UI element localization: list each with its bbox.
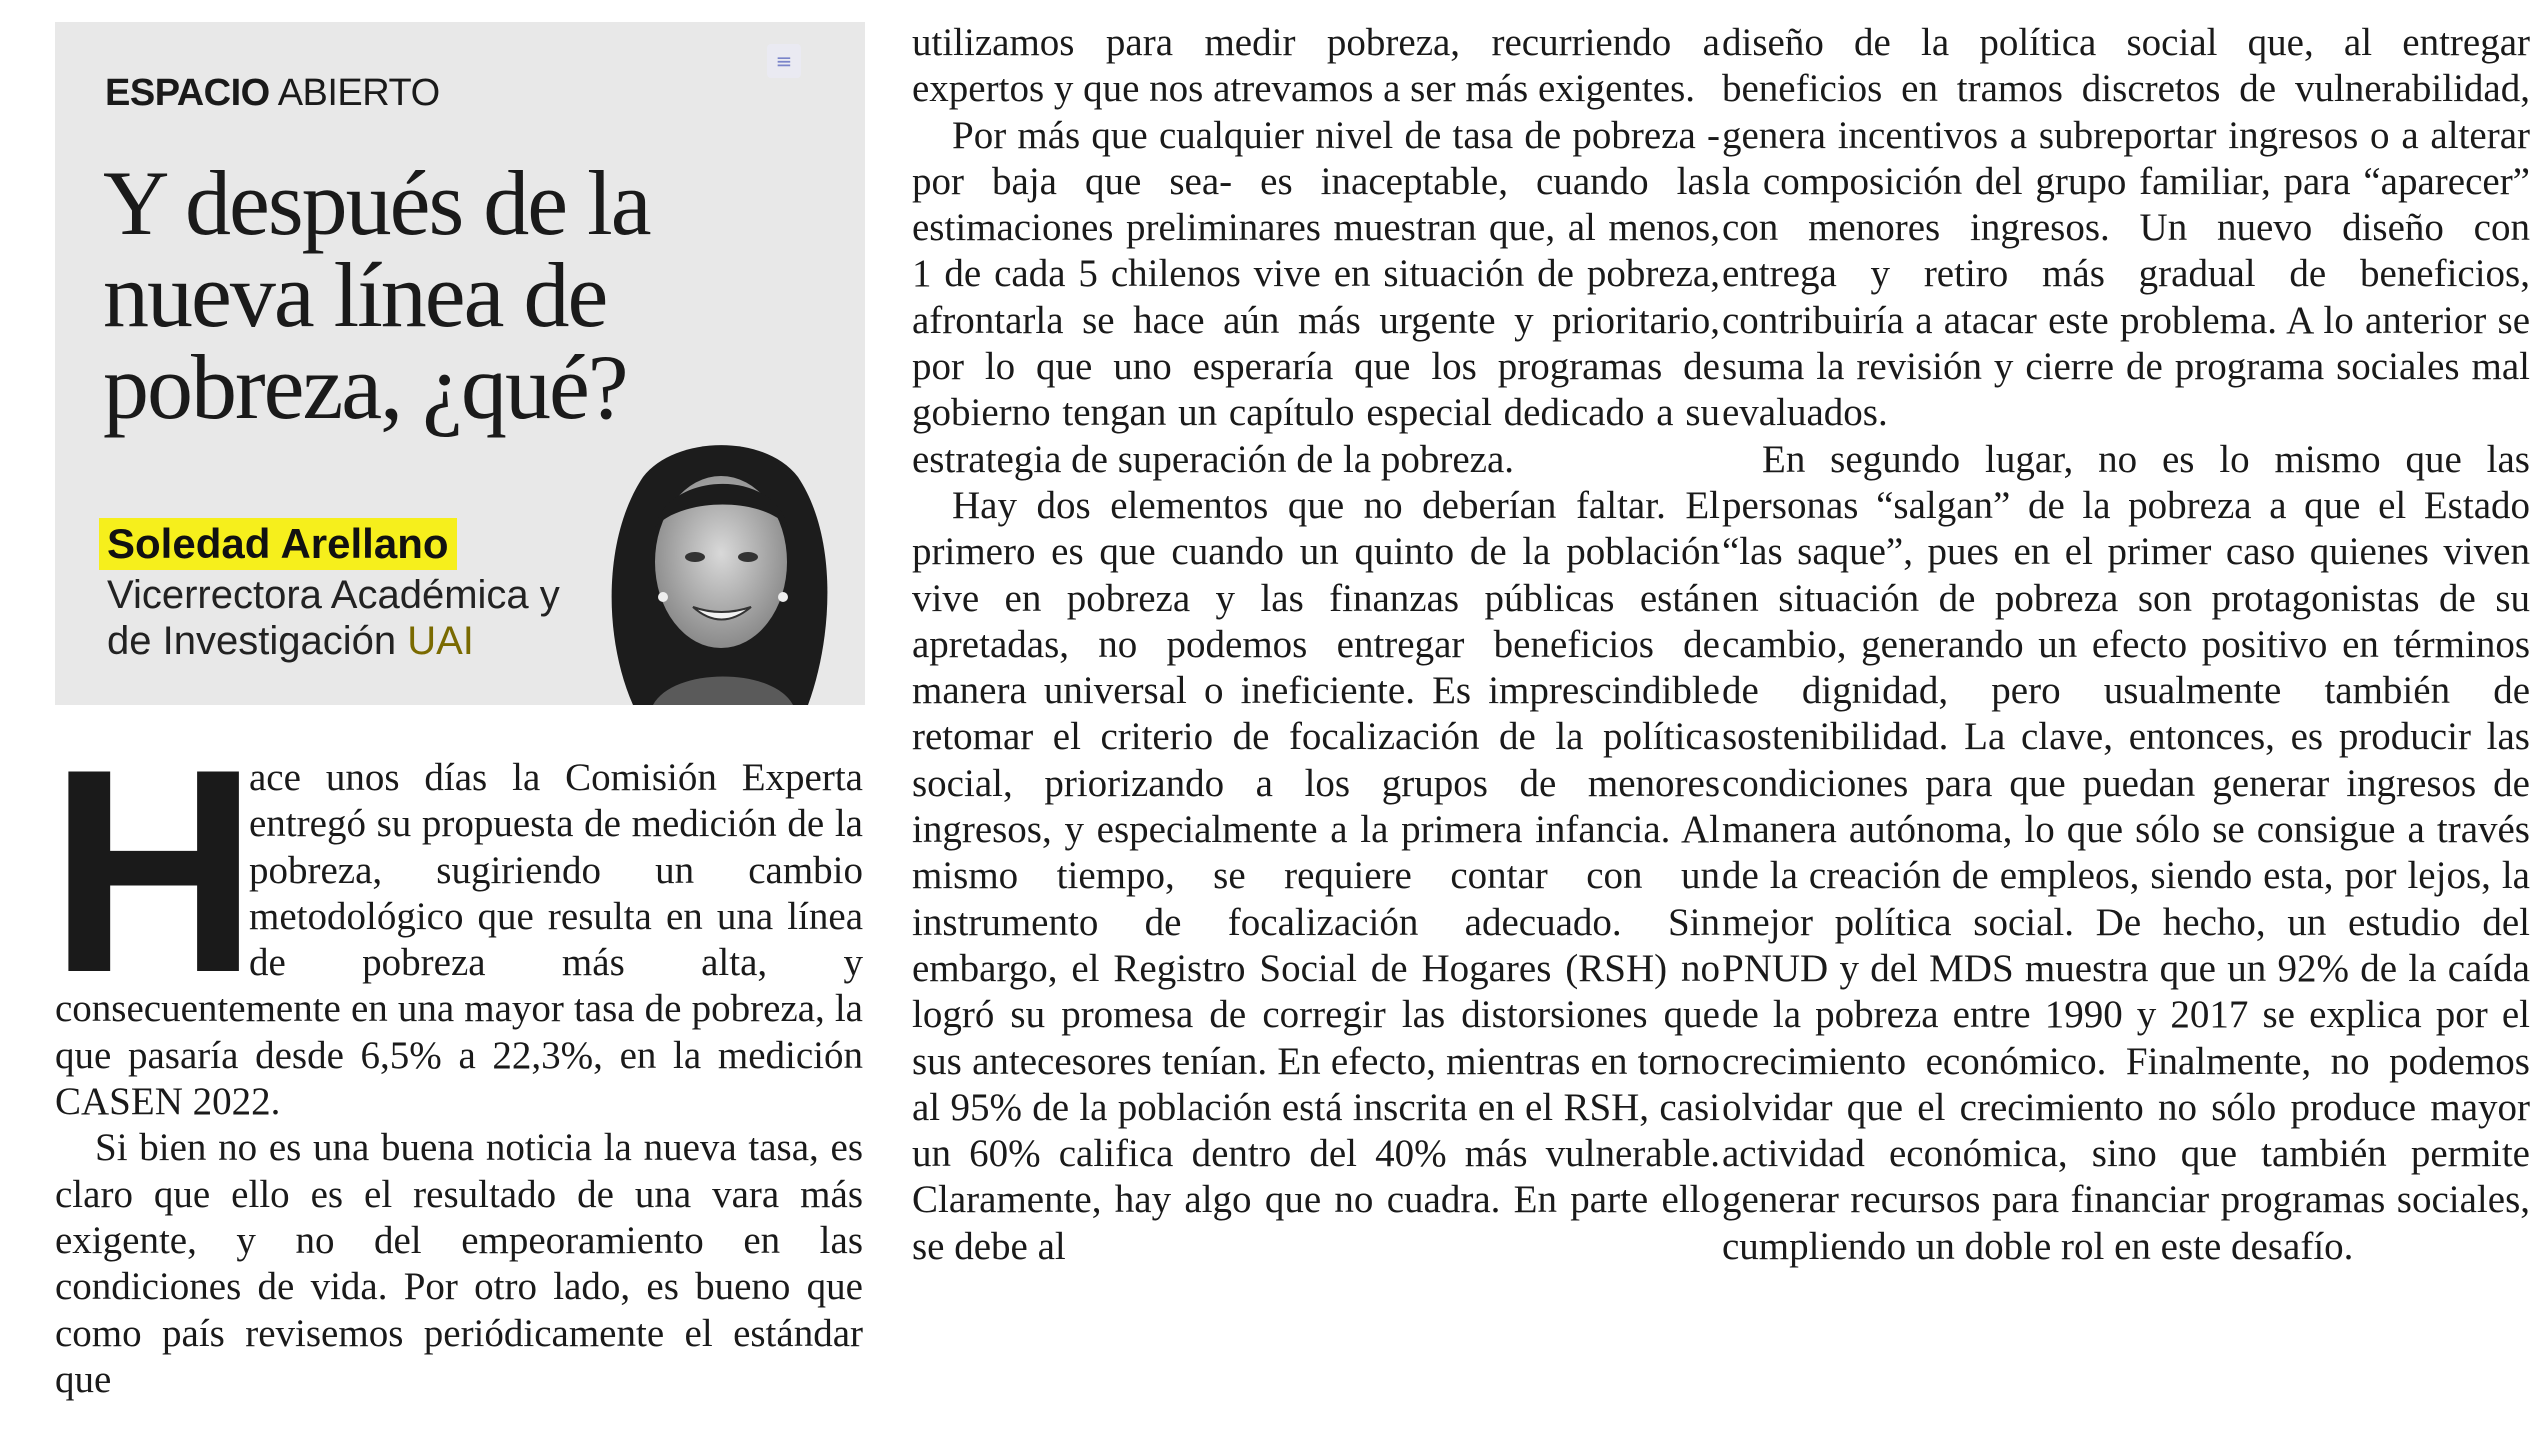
kicker-light: ABIERTO — [277, 72, 440, 114]
article-headline: Y después de la nueva línea de pobreza, ¿qué? — [103, 152, 650, 438]
section-kicker — [105, 72, 440, 115]
author-role-line1: Vicerrectora Académica y — [107, 573, 560, 617]
article-column-1 — [49, 709, 863, 1403]
menu-lines-icon[interactable]: ≡ — [767, 44, 801, 78]
paragraph-7: En segundo lugar, no es lo mismo que las personas “salgan” de la pobreza a que el Estado “las saque”, pues en el primer caso quienes viven en situación de pobreza son protagonistas de su cambio, generando un efecto positivo en términos de dignidad, pero usualmente también de sostenibilidad. La clave, entonces, es producir las condiciones para que puedan generar ingresos de manera autónoma, lo que sólo se consigue a través de la creación de empleos, siendo esta, por lejos, la mejor política social. De hecho, un estudio del PNUD y del MDS muestra que un 92% de la caída de la pobreza entre 1990 y 2017 se explica por el crecimiento económico. Finalmente, no podemos olvidar que el crecimiento no sólo produce mayor actividad económica, sino que también permite generar recursos para financiar programas sociales, cumpliendo un doble rol en este desafío. — [1722, 437, 2530, 1268]
paragraph-2: Si bien no es una buena noticia la nueva tasa, es claro que ello es el resultado de una vara más exigente, y no del empeoramiento en las condiciones de vida. Por otro lado, es bueno que como país revisemos periódicamente el estándar que — [55, 1126, 863, 1401]
svg-text:H: H — [49, 709, 259, 1033]
author-portrait — [593, 417, 843, 705]
author-name: Soledad Arellano — [99, 518, 457, 570]
article-header-box — [55, 22, 865, 705]
author-institution: UAI — [407, 619, 474, 663]
kicker-bold: ESPACIO — [105, 72, 270, 114]
paragraph-1: ace unos días la Comisión Experta entregó su propuesta de medición de la pobreza, sugiriendo un cambio metodológico que resulta en una línea de pobreza más alta, y consecuentemente en una mayor tasa de pobreza, la que pasaría desde 6,5% a 22,3%, en la medición CASEN 2022. — [55, 756, 863, 1124]
article-column-2 — [912, 20, 1720, 1270]
paragraph-5: Hay dos elementos que no deberían faltar. El primero es que cuando un quinto de la población vive en pobreza y las finanzas públicas están apretadas, no podemos entregar beneficios de manera universal o ineficiente. Es imprescindible retomar el criterio de focalización de la política social, priorizando a los grupos de menores ingresos, y especialmente a la primera infancia. Al mismo tiempo, se requiere contar con un instrumento de focalización adecuado. Sin embargo, el Registro Social de Hogares (RSH) no logró su promesa de corregir las distorsiones que sus antecesores tenían. En efecto, mientras en torno al 95% de la población está inscrita en el RSH, casi un 60% califica dentro del 40% más vulnerable. Claramente, hay algo que no cuadra. En parte ello se debe al — [912, 483, 1720, 1268]
author-role — [107, 572, 667, 664]
dropcap-letter — [49, 709, 259, 1033]
paragraph-4: Por más que cualquier nivel de tasa de pobreza -por baja que sea- es inaceptable, cuando las estimaciones preliminares muestran que, al menos, 1 de cada 5 chilenos vive en situación de pobreza, afrontarla se hace aún más urgente y prioritario, por lo que uno esperaría que los programas de gobierno tengan un capítulo especial dedicado a su estrategia de superación de la pobreza. — [912, 113, 1720, 481]
paragraph-6: diseño de la política social que, al entregar beneficios en tramos discretos de vulnerabilidad, genera incentivos a subreportar ingresos o a alterar la composición del grupo familiar, para “aparecer” con menores ingresos. Un nuevo diseño con entrega y retiro más gradual de beneficios, contribuiría a atacar este problema. A lo anterior se suma la revisión y cierre de programa sociales mal evaluados. — [1722, 21, 2530, 435]
article-column-3 — [1722, 20, 2530, 1270]
author-role-line2: de Investigación UAI — [107, 619, 474, 663]
paragraph-3: utilizamos para medir pobreza, recurriendo a expertos y que nos atrevamos a ser más exigentes. — [912, 21, 1720, 111]
